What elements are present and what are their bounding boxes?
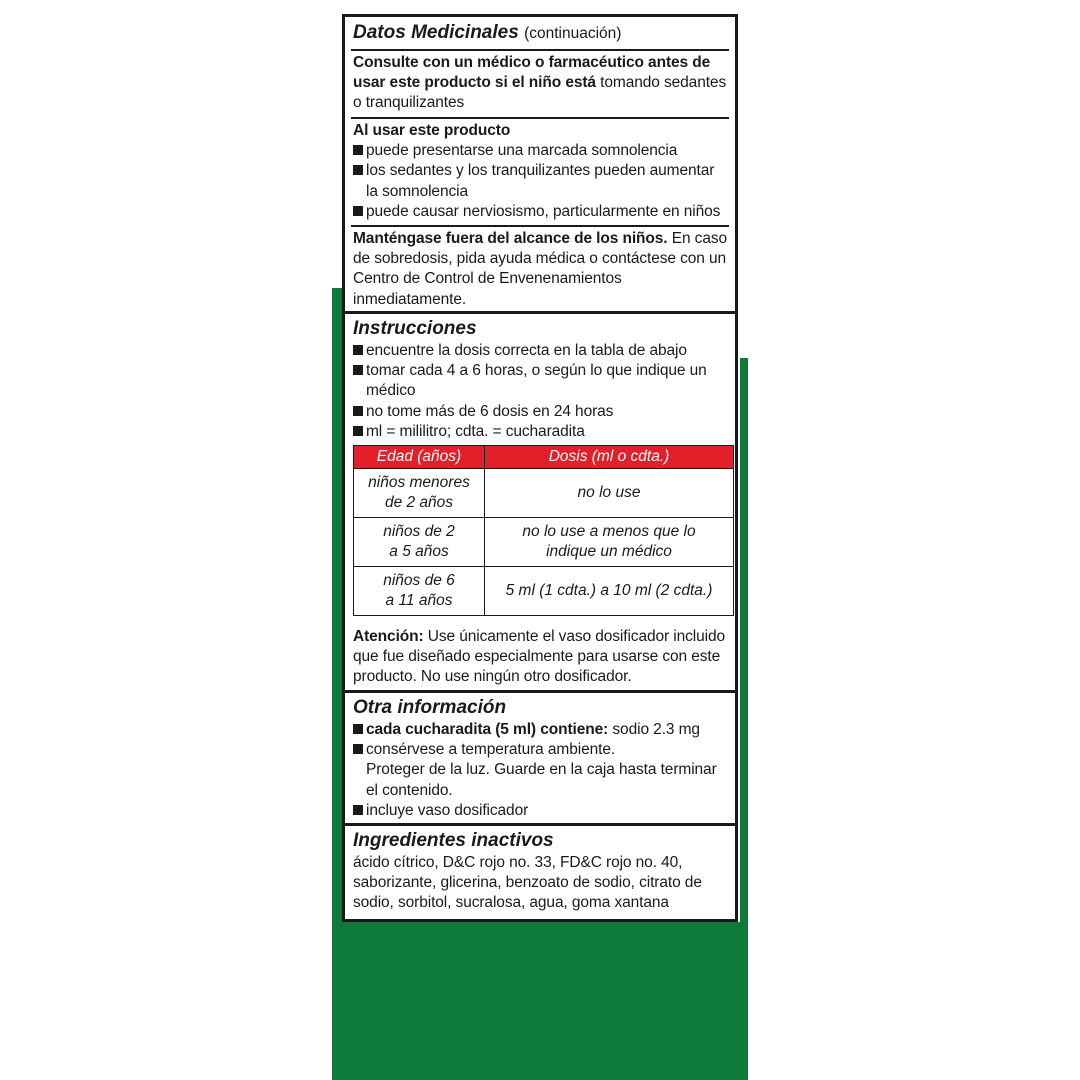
list-item: los sedantes y los tranquilizantes pueden aumentar [353,161,727,181]
age-cell: niños de 6 a 11 años [354,567,485,616]
al-usar-heading: Al usar este producto [353,122,511,139]
dose-table [353,445,734,616]
age-cell: niños menores de 2 años [354,469,485,518]
section-divider [345,690,735,693]
ingredientes-line-3: sodio, sorbitol, sucralosa, agua, goma xantana [353,894,669,912]
mantengase-line-1: Manténgase fuera del alcance de los niños. En caso [353,230,728,247]
atencion-line-1: Atención: Use únicamente el vaso dosificador incluido [353,628,726,645]
dose-cell: 5 ml (1 cdta.) a 10 ml (2 cdta.) [485,567,734,616]
list-item-continued: médico [366,382,416,400]
mantengase-line-2: de sobredosis, pida ayuda médica o contáctese con un [353,250,727,268]
mantengase-line-4: inmediatamente. [353,290,467,308]
section-divider [345,823,735,826]
atencion-section [345,627,735,688]
consulte-line-2: usar este producto si el niño está tomando sedantes [353,74,727,92]
green-background-bottom [332,922,748,1080]
atencion-line-2: que fue diseñado especialmente para usarse con este [353,648,721,666]
list-item-continued: Proteger de la luz. Guarde en la caja hasta terminar [366,761,717,779]
list-item-continued: la somnolencia [366,182,468,200]
list-item: consérvese a temperatura ambiente. [353,740,727,760]
panel-title-sub: (continuación) [524,25,622,42]
bullet-square-icon [353,145,363,155]
divider [351,117,729,119]
instrucciones-section [345,317,735,442]
bullet-square-icon [353,206,363,216]
list-item: puede presentarse una marcada somnolencia [353,141,727,161]
otra-heading: Otra información [353,697,507,718]
section-divider [345,311,735,314]
list-item: incluye vaso dosificador [353,801,727,821]
list-item: puede causar nerviosismo, particularmente en niños [353,202,727,222]
bullet-square-icon [353,345,363,355]
drug-facts-panel [342,14,738,922]
divider [351,49,729,51]
bullet-square-icon [353,744,363,754]
bullet-square-icon [353,165,363,175]
datos-section [345,21,735,46]
consulte-section [345,53,735,114]
bullet-square-icon [353,426,363,436]
panel-title: Datos Medicinales (continuación) [353,22,622,43]
list-item: ml = mililitro; cdta. = cucharadita [353,422,727,442]
header-age: Edad (años) [354,446,485,469]
ingredientes-heading: Ingredientes inactivos [353,830,554,851]
list-item-continued: el contenido. [366,781,453,799]
divider [351,225,729,227]
consulte-line-1: Consulte con un médico o farmacéutico antes de [353,54,711,71]
header-dose: Dosis (ml o cdta.) [485,446,734,469]
bullet-square-icon [353,805,363,815]
ingredientes-line-1: ácido cítrico, D&C rojo no. 33, FD&C rojo no. 40, [353,854,683,871]
list-item: no tome más de 6 dosis en 24 horas [353,402,727,422]
table-row [354,567,734,616]
instrucciones-heading: Instrucciones [353,318,477,339]
ingredientes-section [345,829,735,914]
bullet-square-icon [353,365,363,375]
atencion-line-3: producto. No use ningún otro dosificador. [353,668,632,686]
al-usar-section [345,121,735,222]
mantengase-line-3: Centro de Control de Envenenamientos [353,270,622,288]
table-row [354,518,734,567]
otra-section [345,696,735,821]
consulte-line-3: o tranquilizantes [353,94,465,112]
dose-cell: no lo use a menos que lo indique un médico [485,518,734,567]
list-item: tomar cada 4 a 6 horas, o según lo que indique un [353,361,727,381]
bullet-square-icon [353,724,363,734]
table-header-row [354,446,734,469]
ingredientes-line-2: saborizante, glicerina, benzoato de sodio, citrato de [353,874,702,892]
list-item: cada cucharadita (5 ml) contiene: sodio 2.3 mg [353,720,727,740]
dose-cell: no lo use [485,469,734,518]
age-cell: niños de 2 a 5 años [354,518,485,567]
list-item: encuentre la dosis correcta en la tabla de abajo [353,341,727,361]
bullet-square-icon [353,406,363,416]
mantengase-section [345,229,735,310]
table-row [354,469,734,518]
